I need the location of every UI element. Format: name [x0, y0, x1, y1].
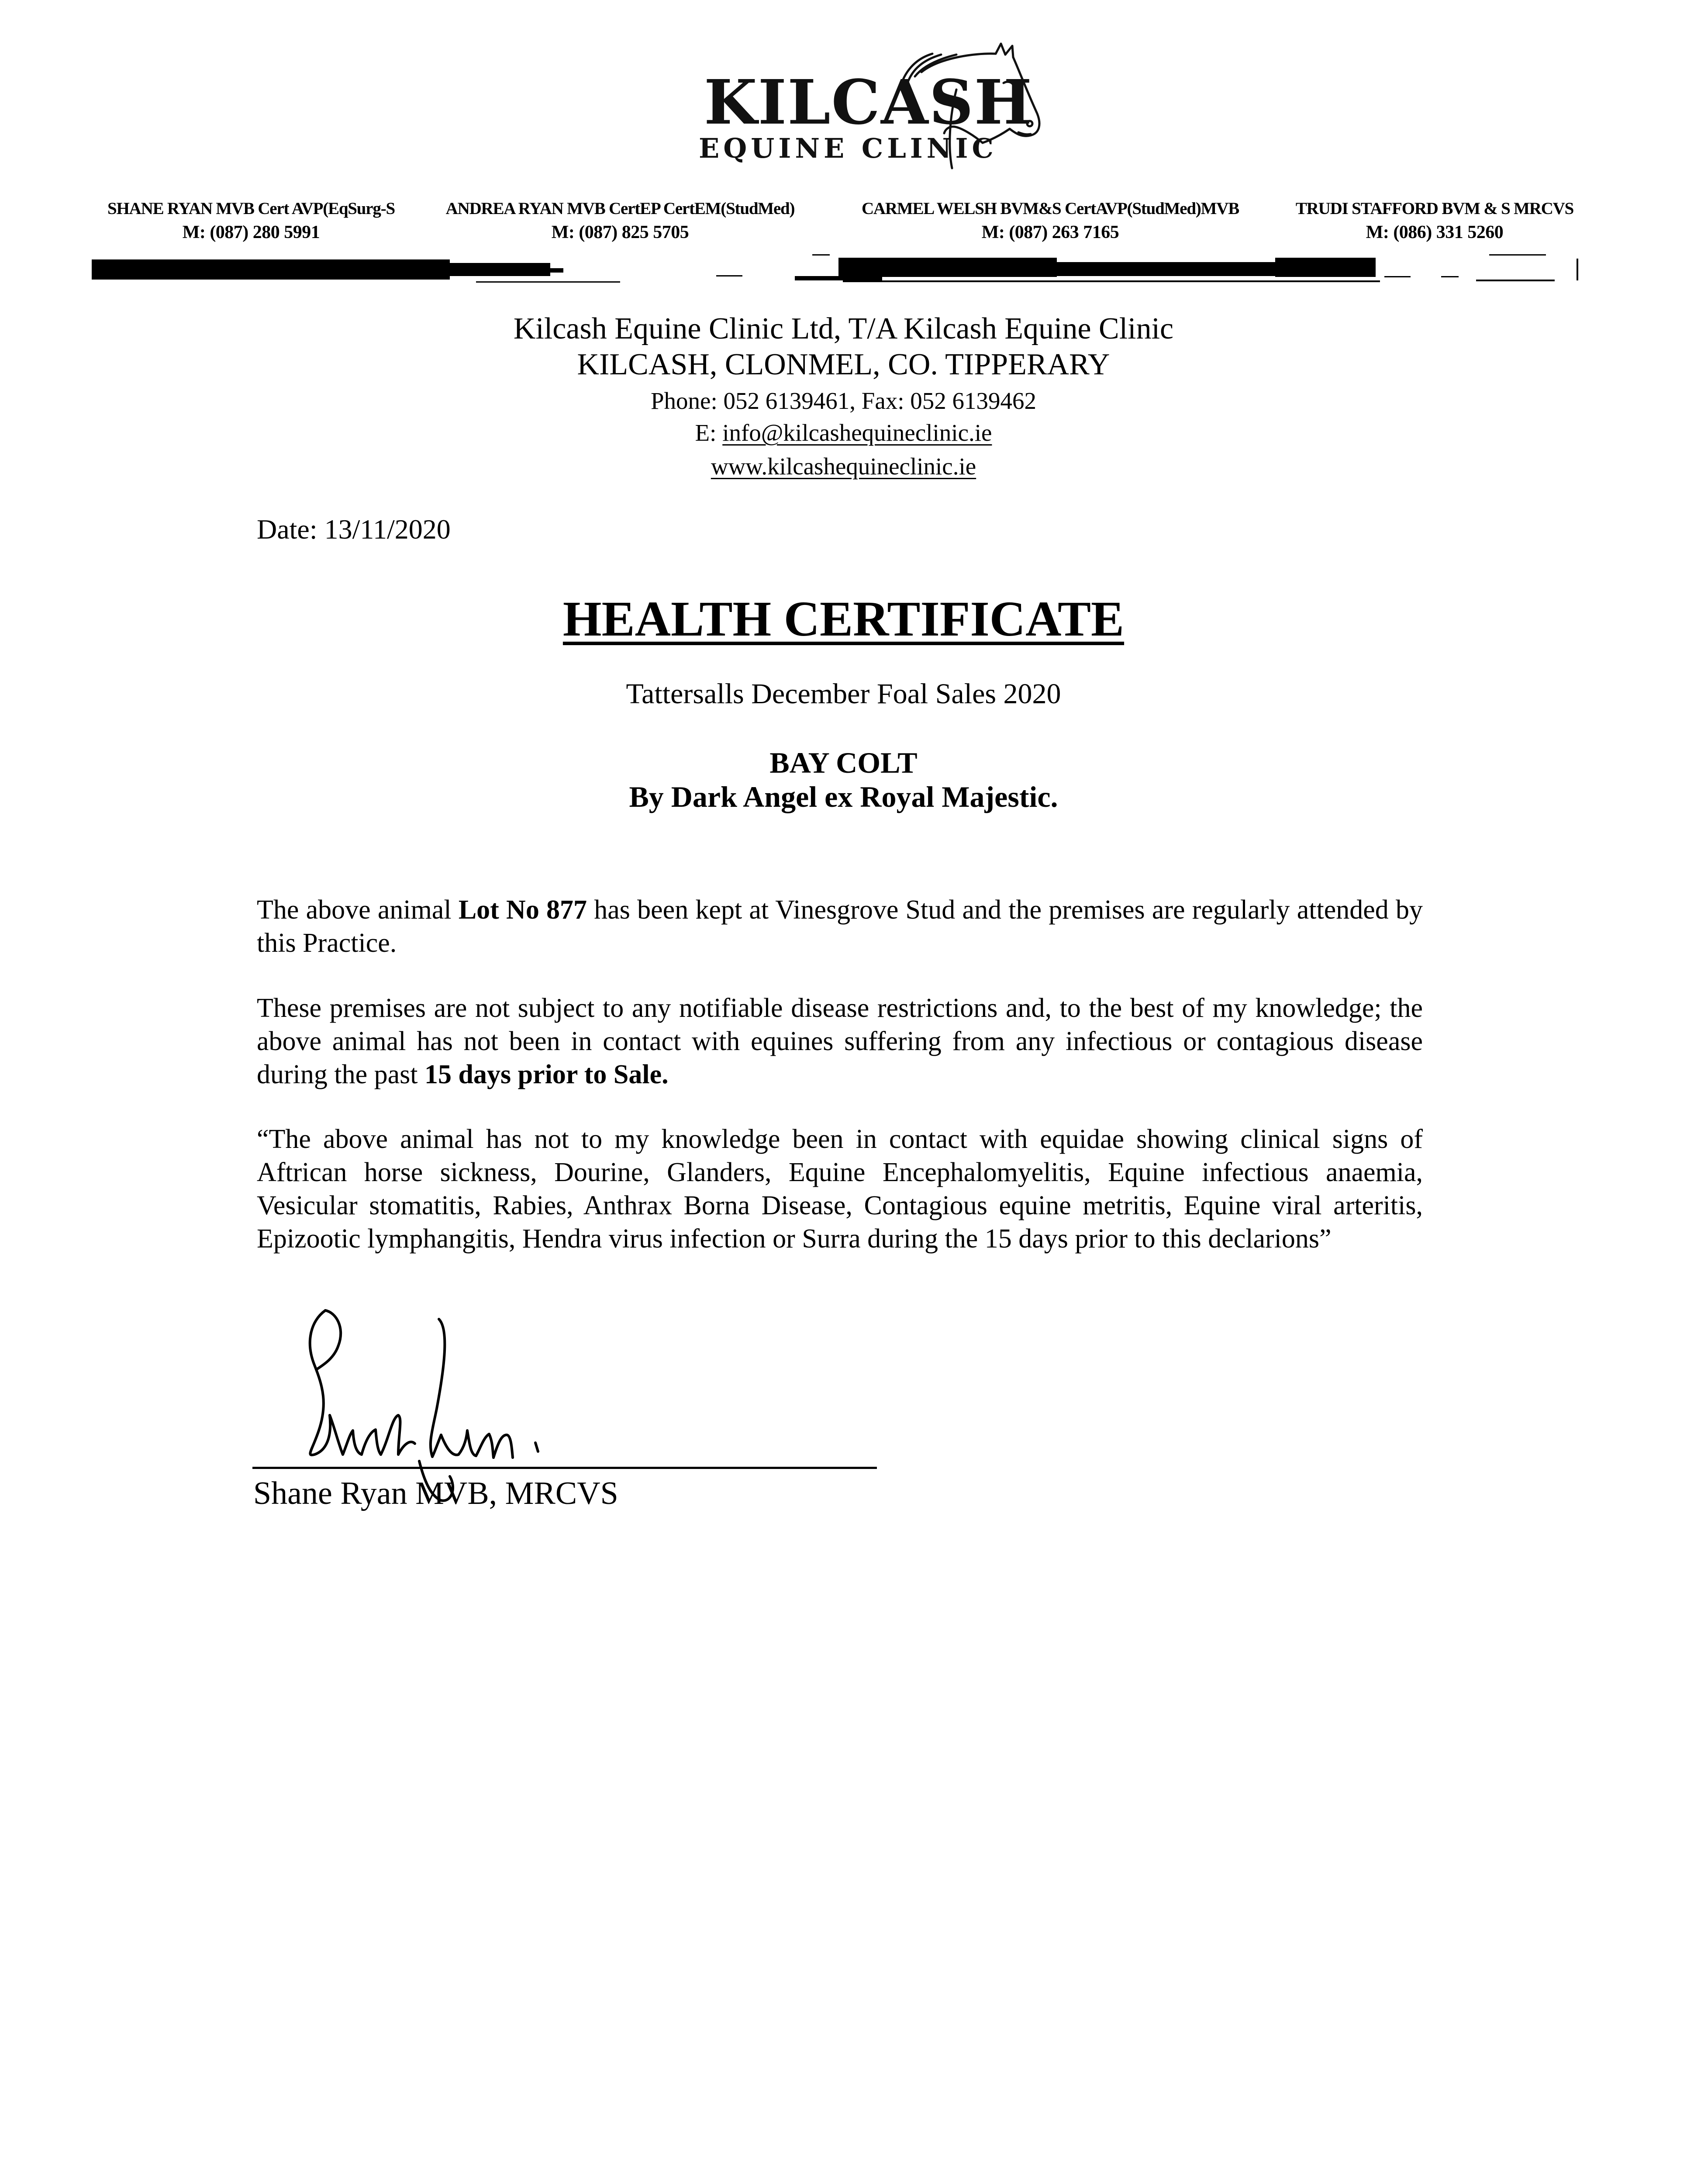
clinic-phone-fax: Phone: 052 6139461, Fax: 052 6139462	[650, 387, 1037, 414]
logo-wordmark: KILCASH	[704, 67, 1033, 138]
vet-name: ANDREA RYAN MVB CertEP CertEM(StudMed)	[445, 199, 795, 218]
clinic-logo	[694, 41, 1044, 173]
logo-subtitle: EQUINE CLINIC	[699, 132, 997, 164]
email-label: E:	[695, 419, 723, 446]
clinic-email-link[interactable]: info@kilcashequineclinic.ie	[722, 419, 992, 446]
certificate-date: Date: 13/11/2020	[257, 514, 451, 545]
signature-line	[252, 1467, 877, 1469]
certificate-title: HEALTH CERTIFICATE	[562, 591, 1125, 646]
vet-mobile: M: (087) 825 5705	[551, 222, 689, 242]
clinic-legal-name: Kilcash Equine Clinic Ltd, T/A Kilcash Equine Clinic	[513, 312, 1174, 346]
vet-name: SHANE RYAN MVB Cert AVP(EqSurg-S	[107, 199, 395, 218]
redaction-band	[92, 253, 1590, 285]
lot-number: Lot No 877	[458, 895, 587, 925]
sale-name: Tattersalls December Foal Sales 2020	[626, 678, 1061, 710]
vet-name: CARMEL WELSH BVM&S CertAVP(StudMed)MVB	[861, 199, 1239, 218]
clinic-address: KILCASH, CLONMEL, CO. TIPPERARY	[577, 348, 1110, 381]
paragraph-declaration: “The above animal has not to my knowledge been in contact with equidae showing clinical signs of Aftrican horse sickness, Dourine, Glanders, Equine Encephalomyelitis, Equine infectious anaemia, Vesicular stomatitis, Rabies, Anthrax Borna Disease, Contagious equine metritis, Equine viral arteritis, Epizootic lymphangitis, Hendra virus infection or Surra during the 15 days prior to this declarions”	[257, 1124, 1423, 1254]
sale-period: 15 days prior to Sale.	[424, 1060, 669, 1089]
clinic-website-line	[0, 454, 1687, 478]
vet-mobile: M: (086) 331 5260	[1366, 222, 1504, 242]
horse-head-icon	[694, 41, 1044, 173]
vet-mobile: M: (087) 280 5991	[182, 222, 320, 242]
clinic-website-link[interactable]: www.kilcashequineclinic.ie	[711, 453, 976, 480]
vet-shane-ryan	[92, 200, 411, 242]
signer-name: Shane Ryan MVB, MRCVS	[253, 1476, 618, 1511]
vet-name: TRUDI STAFFORD BVM & S MRCVS	[1295, 199, 1574, 218]
paragraph-premises: The above animal Lot No 877 has been kept at Vinesgrove Stud and the premises are regularly attended by this Practice.	[257, 895, 1423, 958]
horse-breeding: By Dark Angel ex Royal Majestic.	[629, 780, 1058, 813]
paragraph-restrictions: These premises are not subject to any notifiable disease restrictions and, to the best of my knowledge; the above animal has not been in contact with equines suffering from any infectious or contagious disease during the past 15 days prior to Sale.	[257, 993, 1423, 1089]
clinic-email-line	[0, 421, 1687, 445]
vet-trudi-stafford	[1280, 200, 1590, 242]
vet-mobile: M: (087) 263 7165	[981, 222, 1119, 242]
vet-carmel-welsh	[832, 200, 1269, 242]
vet-andrea-ryan	[428, 200, 812, 242]
horse-description: BAY COLT	[769, 746, 918, 779]
